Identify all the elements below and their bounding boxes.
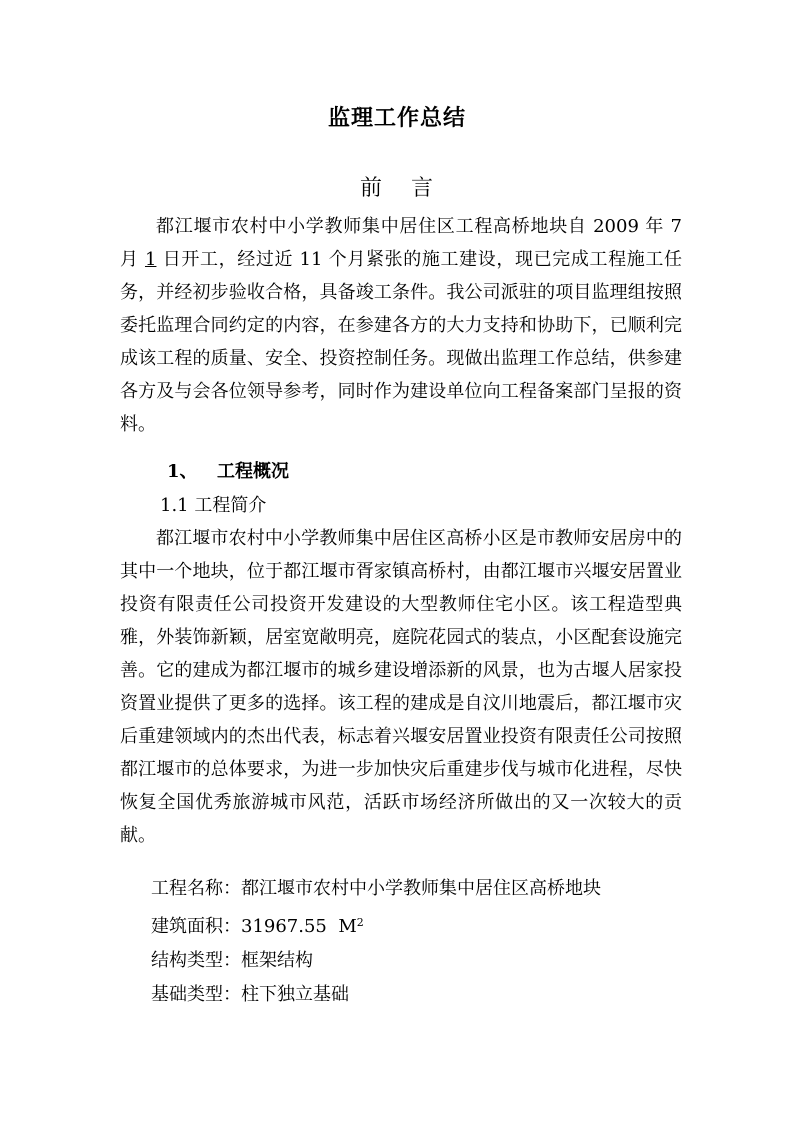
project-intro-text: 都江堰市农村中小学教师集中居住区高桥小区是市教师安居房中的其中一个地块，位于都江堰市胥家镇高桥村，由都江堰市兴堰安居置业投资有限责任公司投资开发建设的大型教师住宅小区。该工程造型典雅，外装饰新颖，居室宽敞明亮，庭院花园式的装点，小区配套设施完善。它的建成为都江堰市的城乡建设增添新的风景，也为古堰人居家投资置业提供了更多的选择。该工程的建成是自汶川地震后，都江堰市灾后重建领域内的杰出代表，标志着兴堰安居置业投资有限责任公司按照都江堰市的总体要求，为进一步加快灾后重建步伐与城市化进程，尽快恢复全国优秀旅游城市风范，活跃市场经济所做出的又一次较大的贡献。 [120,528,682,846]
info-row-project-name [151,872,601,906]
foundation-type-value: 柱下独立基础 [241,984,349,1005]
section-title: 工程概况 [217,461,289,482]
preface-text-before-date: 都江堰市农村中小学教师集中居住区工程高桥地块自 2009 年 7 月 [120,216,682,270]
section-number: 1、 [167,461,198,482]
info-row-structure-type [151,944,601,978]
preface-text-after-date: 日开工，经过近 11 个月紧张的施工建设，现已完成工程施工任务，并经初步验收合格，具备竣工条件。我公司派驻的项目监理组按照委托监理合同约定的内容，在参建各方的大力支持和协助下，已顺利完成该工程的质量、安全、投资控制任务。现做出监理工作总结，供参建各方及与会各位领导参考，同时作为建设单位向工程备案部门呈报的资料。 [120,249,682,435]
foundation-type-label: 基础类型： [151,984,241,1005]
project-name-value: 都江堰市农村中小学教师集中居住区高桥地块 [241,878,601,899]
preface-heading-part2: 言 [411,176,435,201]
preface-heading-part1: 前 [359,176,383,201]
building-area-value: 31967.55 [241,916,327,937]
info-row-foundation-type [151,978,601,1012]
structure-type-label: 结构类型： [151,950,241,971]
project-intro-paragraph [120,522,682,852]
building-area-unit-superscript: 2 [356,916,364,929]
structure-type-value: 框架结构 [241,950,313,971]
preface-start-day: 1 [144,249,157,270]
project-name-label: 工程名称： [151,878,241,899]
preface-heading [0,174,794,204]
section-heading-project-overview [167,455,289,488]
project-info-list [151,872,601,1012]
building-area-label: 建筑面积： [151,916,241,937]
subsection-heading-project-intro: 1.1 工程简介 [160,495,267,516]
document-title: 监理工作总结 [327,105,466,131]
building-area-unit: M [338,916,357,937]
info-row-building-area [151,906,601,944]
preface-paragraph [120,210,682,441]
